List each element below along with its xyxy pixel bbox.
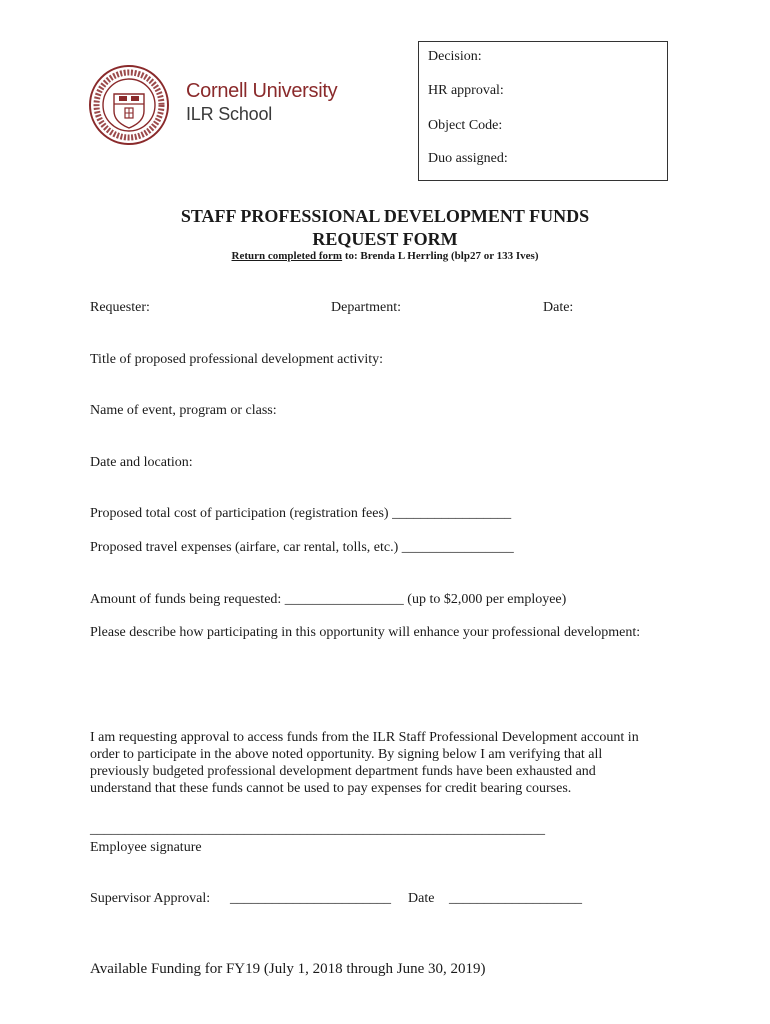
statement-line-2: order to participate in the above noted opportunity. By signing below I am verifying that all	[90, 747, 603, 762]
decision-box	[418, 41, 668, 181]
cornell-ilr-logo	[88, 64, 348, 146]
cornell-seal-icon	[88, 64, 170, 146]
event-name-label: Name of event, program or class:	[90, 403, 277, 418]
date-location-label: Date and location:	[90, 455, 193, 470]
employee-signature-line: _________________________________________________________________	[90, 822, 545, 837]
decision-label: Decision:	[428, 49, 482, 64]
department-label: Department:	[331, 300, 401, 315]
logo-school-name: ILR School	[186, 104, 273, 124]
date-label: Date:	[543, 300, 574, 315]
amount-requested-field: Amount of funds being requested: _________________ (up to $2,000 per employee)	[90, 592, 567, 607]
supervisor-date-line: ___________________	[449, 891, 582, 906]
employee-signature-label: Employee signature	[90, 840, 202, 855]
return-recipient: to: Brenda L Herrling (blp27 or 133 Ives)	[342, 250, 539, 262]
activity-title-label: Title of proposed professional development activity:	[90, 352, 384, 367]
available-funding-note: Available Funding for FY19 (July 1, 2018 through June 30, 2019)	[90, 961, 486, 977]
logo-university-name: Cornell University	[186, 80, 338, 102]
duo-assigned-label: Duo assigned:	[428, 151, 508, 166]
statement-line-1: I am requesting approval to access funds from the ILR Staff Professional Development account in	[90, 730, 639, 745]
form-title-line1: STAFF PROFESSIONAL DEVELOPMENT FUNDS	[180, 206, 590, 226]
object-code-label: Object Code:	[428, 118, 503, 133]
hr-approval-label: HR approval:	[428, 83, 504, 98]
approval-statement	[90, 729, 670, 797]
supervisor-signature-line: _______________________	[230, 891, 391, 906]
return-underlined: Return completed form	[231, 250, 343, 262]
return-instructions	[0, 250, 770, 262]
requester-label: Requester:	[90, 300, 150, 315]
form-title-line2: REQUEST FORM	[312, 229, 458, 249]
total-cost-field: Proposed total cost of participation (registration fees) _________________	[90, 506, 512, 521]
supervisor-date-label: Date	[408, 891, 435, 906]
statement-line-3: previously budgeted professional development department funds have been exhausted and	[90, 764, 596, 779]
travel-expenses-field: Proposed travel expenses (airfare, car rental, tolls, etc.) ________________	[90, 540, 514, 555]
supervisor-approval-label: Supervisor Approval:	[90, 891, 211, 906]
statement-line-4: understand that these funds cannot be used to pay expenses for credit bearing courses.	[90, 781, 572, 796]
describe-prompt: Please describe how participating in this opportunity will enhance your professional development:	[90, 625, 641, 640]
